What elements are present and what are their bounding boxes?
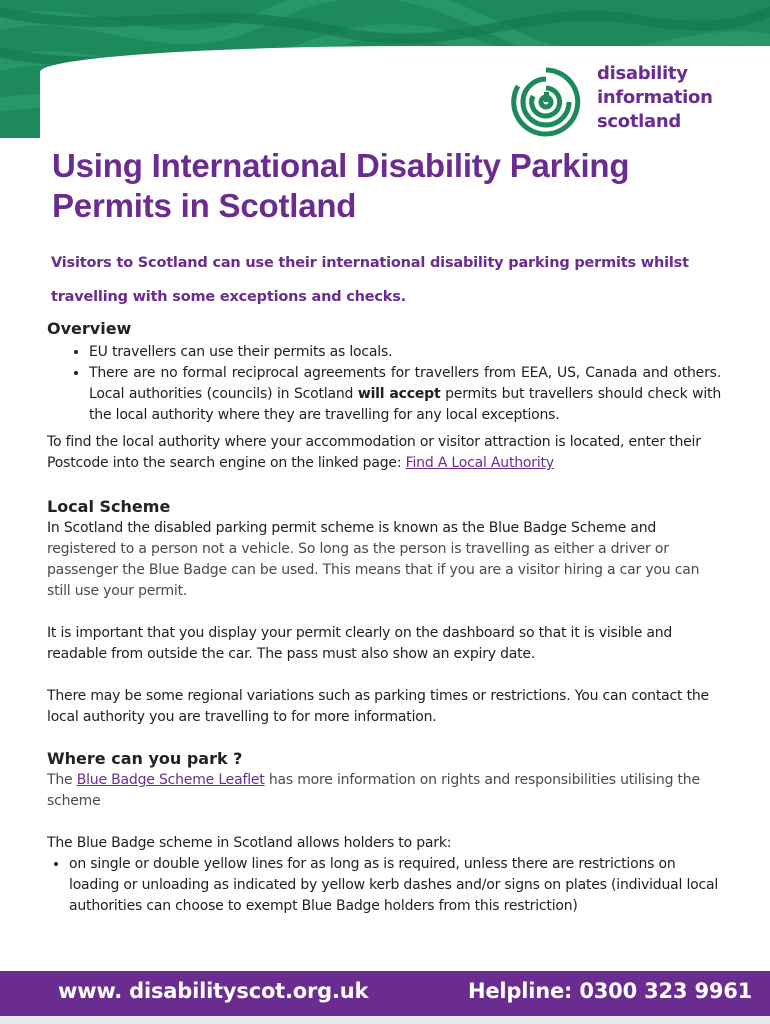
parking-list <box>47 854 721 917</box>
allows-paragraph: The Blue Badge scheme in Scotland allows holders to park: <box>47 835 452 851</box>
leaflet-paragraph <box>47 770 721 812</box>
logo-wordmark <box>597 62 713 134</box>
footer-bar <box>0 971 770 1016</box>
local-scheme-paragraph-3: There may be some regional variations such as parking times or restrictions. You can contact the local authority you are travelling to for more information. <box>47 688 709 725</box>
overview-heading: Overview <box>47 319 132 338</box>
bullet-text: permits but travellers should check with the local authority where they are travelling for any local exceptions. <box>89 386 722 423</box>
paragraph-text: The <box>47 772 77 788</box>
paragraph-text: registered to a person not a vehicle. So long as the person is travelling as either a driver or passenger the Blue Badge can be used. This means that if you are a visitor hiring a car you can still use your permit. <box>47 541 700 599</box>
overview-list <box>47 342 721 426</box>
local-scheme-paragraph-1 <box>47 518 721 602</box>
paragraph-text: In Scotland the disabled parking permit scheme is known as the Blue Badge Scheme and <box>47 520 657 536</box>
logo-line-1: disability <box>597 63 688 84</box>
list-item: • EU travellers can use their permits as locals. <box>89 342 721 363</box>
footer-helpline[interactable]: Helpline: 0300 323 9961 <box>468 979 753 1003</box>
footer-rule <box>0 1016 770 1024</box>
list-item: • on single or double yellow lines for as long as is required, unless there are restrictions on loading or unloading as indicated by yellow kerb dashes and/or signs on plates (individual local authorities can choose to exempt Blue Badge holders from this restriction) <box>69 854 721 917</box>
logo-line-3: scotland <box>597 111 681 132</box>
local-scheme-heading: Local Scheme <box>47 497 171 516</box>
bullet-bold-text: will accept <box>357 386 441 402</box>
authority-paragraph <box>47 432 721 474</box>
where-park-heading: Where can you park ? <box>47 749 243 768</box>
lead-paragraph: Visitors to Scotland can use their international disability parking permits whilst travelling with some exceptions and checks. <box>51 255 689 305</box>
footer-website[interactable]: www. disabilityscot.org.uk <box>58 979 369 1003</box>
page-title: Using International Disability Parking Permits in Scotland <box>52 147 630 224</box>
paragraph-text: To find the local authority where your accommodation or visitor attraction is located, enter their Postcode into the search engine on the linked page: <box>47 434 701 471</box>
document-body <box>47 146 721 917</box>
logo-line-2: information <box>597 87 713 108</box>
blue-badge-leaflet-link[interactable]: Blue Badge Scheme Leaflet <box>76 772 265 788</box>
local-scheme-paragraph-2: It is important that you display your permit clearly on the dashboard so that it is visible and readable from outside the car. The pass must also show an expiry date. <box>47 625 673 662</box>
bullet-text: There are no formal reciprocal agreements for travellers from EEA, US, Canada and others. Local authorities (councils) in Scotland <box>89 365 721 402</box>
brand-logo[interactable] <box>508 62 738 140</box>
paragraph-text: has more information on rights and responsibilities utilising the scheme <box>47 772 700 809</box>
concentric-circles-icon <box>508 66 584 138</box>
list-item <box>89 363 721 426</box>
find-local-authority-link[interactable]: Find A Local Authority <box>405 455 554 471</box>
